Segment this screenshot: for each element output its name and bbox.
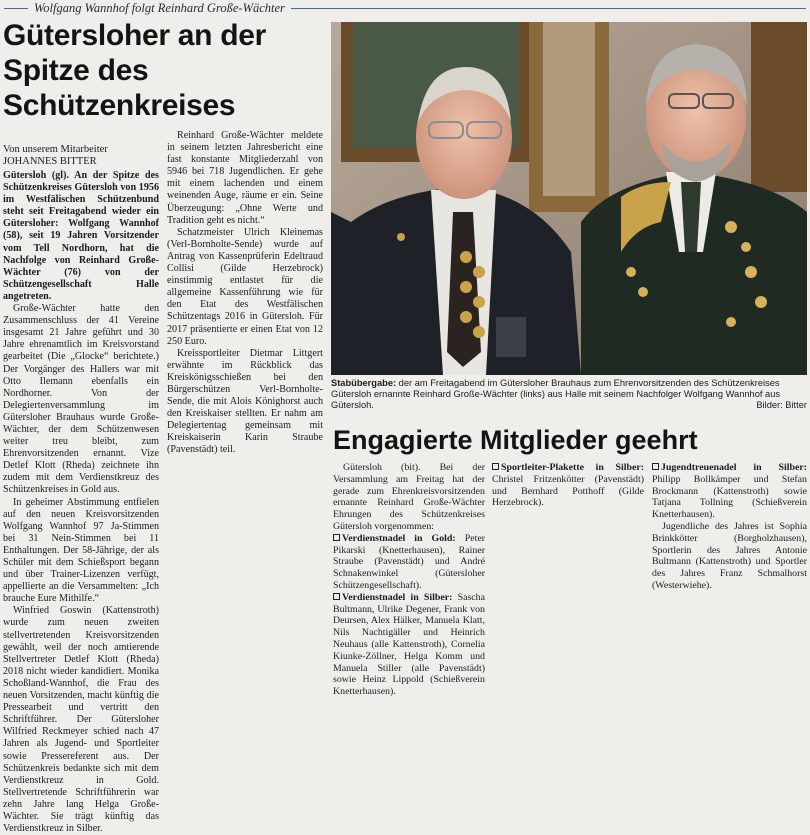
checkbox-square-icon <box>333 593 340 600</box>
article-column-2 <box>167 130 323 594</box>
article-headline: Gütersloher an der Spitze des Schützenkreises <box>3 19 267 122</box>
photo-credit: Bilder: Bitter <box>756 400 807 411</box>
byline-line-1: Von unserem Mitarbeiter <box>3 144 108 155</box>
honors-column-2 <box>492 462 644 594</box>
second-headline: Engagierte Mitglieder geehrt <box>333 425 698 455</box>
article-paragraph: Reinhard Große-Wächter meldete in seinem letzten Jahresbericht eine fast konstante Mitgliederzahl von 5946 bei 718 Jugendlichen. Er gehe mit einem lachenden und einem weinenden Auge, räume er ein. Seine Überzeugung: „Ohne Werte und Tradition geht es nicht.“ <box>167 130 323 226</box>
honor-silver: Verdienstnadel in Silber: Sascha Bultmann, Ulrike Degener, Frank von Deursen, Alex Hälker, Manuela Klatt, Nils Nachtigäller und Heinrich Neuhaus (alle Kattenstroth), Cornelia Kiunke-Zöllner, Helga Komm und Manuela Stiller (alle Pavenstädt) sowie Heinz Lippold (Schießverein Knetterhausen). <box>333 591 486 698</box>
honor-sport: Sportleiter-Plakette in Silber: Christel Fritzenkötter (Pavenstädt) und Bernhard Potthoff (Gilde Herzebrock). <box>492 462 644 509</box>
article-paragraph: Schatzmeister Ulrich Kleinemas (Verl-Bornholte-Sende) wurde auf Antrag von Kassenprüferin Edeltraud Collisi (Gilde Herzebrock) einstimmig entlastet für die allgemeine Kassenführung wie für den Etat des Westfälischen Schützentags 2016 in Gütersloh. Für 2017 präsentierte er einen Etat von 12 250 Euro. <box>167 226 323 347</box>
painting-frame-right <box>751 22 807 192</box>
honors-closing: Jugendliche des Jahres ist Sophia Brinkkötter (Borgholzhausen), Sportlerin des Jahres Antonie Bultmann (Kattenstroth) und Sportler des Jahres Franz Schmalhorst (Westerwiehe). <box>652 520 807 591</box>
honors-intro: Gütersloh (bit). Bei der Versammlung am Freitag hat der gerade zum Ehrenkreisvorsitzenden ernannte Reinhard Große-Wächter Ehrungen des Schützenkreises Gütersloh vorgenommen: <box>333 462 485 532</box>
article-photo <box>331 22 807 375</box>
photo-illustration <box>331 22 807 375</box>
honor-youth: Jugendtreuenadel in Silber: Philipp Bollkämper und Stefan Brockmann (Kattenstroth) sowie Tatjana Tollning (Schießverein Knetterhausen). <box>652 462 807 521</box>
honors-column-1 <box>333 462 486 698</box>
byline <box>3 144 163 168</box>
photo-caption <box>331 378 807 412</box>
caption-label: Stabübergabe: <box>331 378 397 388</box>
kicker-bar <box>0 0 810 16</box>
name-badge-left <box>496 317 526 357</box>
article-lead: Gütersloh (gl). An der Spitze des Schützenkreises Gütersloh von 1956 im Westfälischen Schützenbund steht seit Freitagabend wieder ein Gütersloher: Wolfgang Wannhof (58), seit 19 Jahren Vorsitzender vom Tell Nordhorn, hat die Nachfolge von Reinhard Große-Wächter (76) von der Schützengesellschaft Halle angetreten. <box>3 170 159 302</box>
article-paragraph: Winfried Goswin (Kattenstroth) wurde zum neuen zweiten stellvertretenden Kreisvorsitzenden gewählt, weil der noch amtierende Stellvertreter Detlef Klott (Rheda) 2018 nicht wieder kandidiert. Monika Schoßland-Wannhof, die Frau des neuen Vorsitzenden, macht künftig die Pressearbeit und vertritt den Schriftführer. Der Gütersloher Wilfried Reckmeyer schied nach 47 Jahren als Jugend- und Sportleiter sowie Pressereferent aus. Der Schützenkreis bedankte sich mit dem Verdienstkreuz in Gold. Stellvertretende Schriftführerin war zehn Jahre lang Helga Große-Wächter. Sie trägt künftig das Verdienstkreuz in Silber. <box>3 605 159 835</box>
article-paragraph: Große-Wächter hatte den Zusammenschluss der 41 Vereine insgesamt 21 Jahre geführt und 30 Jahre ehrenamtlich im Kreisvorstand gearbeitet (Die „Glocke“ berichtete.) Der Vorgänger des Hallers war mit Otto Ilemann ebenfalls ein Nordhorner. Von der Delegiertenversammlung im Gütersloher Brauhaus wurde Große-Wächter, der dem Schützenwesen weiter treu bleibt, zum Ehrenvorsitzenden ernannt. Vize Detlef Klott (Rheda) zeichnete ihn zudem mit dem Verdienstkreuz des Schützenkreises in Gold aus. <box>3 303 159 496</box>
checkbox-square-icon <box>492 463 499 470</box>
article-paragraph: In geheimer Abstimmung entfielen auf den neuen Kreisvorsitzenden Wolfgang Wannhof 97 Ja-Stimmen bei 31 Nein-Stimmen bei 11 Enthaltungen. Der 58-Jährige, der als Schüler mit dem Schießsport begann und über Trainer-Lizenzen verfügt, appellierte an die Versammelten: „Ich brauche Eure Mithilfe.“ <box>3 496 159 605</box>
article-column-1 <box>3 170 159 835</box>
checkbox-square-icon <box>652 463 659 470</box>
honors-column-3 <box>652 462 807 594</box>
checkbox-square-icon <box>333 534 340 541</box>
kicker-text: Wolfgang Wannhof folgt Reinhard Große-Wächter <box>34 0 285 15</box>
article-paragraph: Kreissportleiter Dietmar Littgert erwähnte im Rückblick das Kreiskönigsschießen bei den Bürgerschützen Verl-Bornholte-Sende, die mit Alois Könighorst auch den Kreiskaiser stellten. Er nahm am Delegiertentag gemeinsam mit Kreiskaiserin Karin Straube (Pavenstädt) teil. <box>167 347 323 456</box>
honor-gold: Verdienstnadel in Gold: Peter Pikarski (Knetterhausen), Rainer Straube (Pavenstädt) und André Schnakenwinkel (Gütersloher Schützengesellschaft). <box>333 532 485 591</box>
kicker-rule-left <box>4 8 28 9</box>
byline-author: JOHANNES BITTER <box>3 156 97 167</box>
caption-text: der am Freitagabend im Gütersloher Brauhaus zum Ehrenvorsitzenden des Schützenkreises Gütersloh ernannte Reinhard Große-Wächter (links) aus Halle mit seinem Nachfolger Wolfgang Wannhof aus Gütersloh. <box>331 378 781 411</box>
kicker-rule-right <box>291 8 806 9</box>
